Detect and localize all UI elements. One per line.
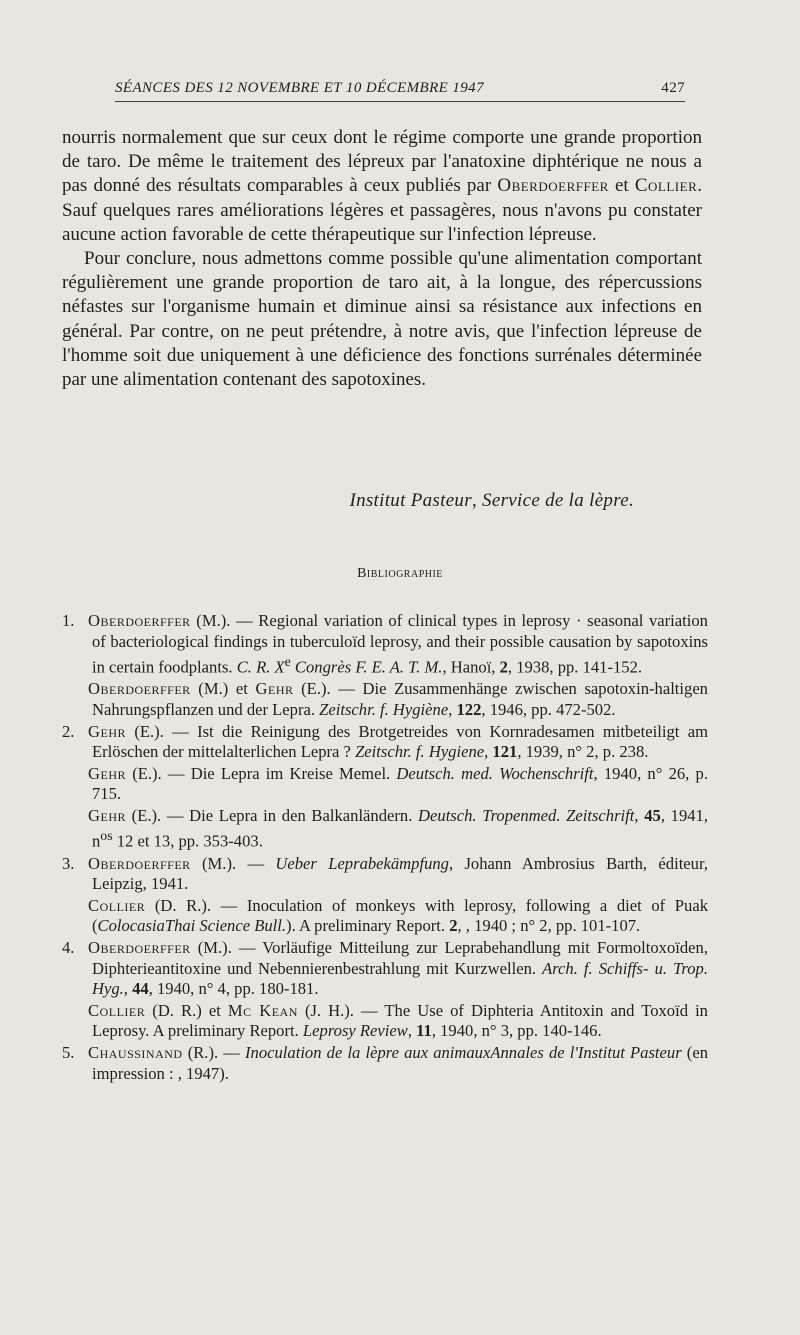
entry-title: — Inoculation of monkeys with leprosy, following a diet of Puak ( [92,895,708,936]
entry-author: Gehr [88,805,126,825]
entry-details: ). A preliminary Report. [286,916,450,936]
entry-volume: 121 [492,742,518,762]
entry-author-initials: (R.). [182,1042,219,1062]
entry-author-initials: (M.). [190,853,237,873]
entry-volume: 2 [449,916,458,936]
entry-author: Oberdoerffer [88,679,191,699]
entry-title: — Vorläufige Mitteilung zur Leprabehandlung mit Formoltoxoïden, Diphterieantitoxine und Nebennierenbestrahlung mit Kurzwellen. [92,937,708,978]
entry-volume: 122 [456,699,482,719]
entry-superscript: os [100,828,113,844]
entry-author-initials: (M.). [190,937,232,957]
entry-details: , [484,742,493,762]
entry-author: Mc Kean [227,1000,298,1020]
entry-author: Oberdoerffer [88,853,191,873]
entry-title: — The Use of Diphteria Antitoxin and Toxoïd in Leprosy. A preliminary Report. [92,1000,708,1041]
entry-details: , [457,916,466,936]
entry-author-initials: (E.). [293,679,331,699]
entry-details: , 1938, pp. 141-152. [507,657,643,677]
entry-number: 3. [62,853,75,873]
entry-source: Deutsch. med. Wochenschrift [396,763,594,783]
entry-details: , [123,979,133,999]
entry-details: , [634,805,645,825]
entry-source: Leprosy Review [302,1021,408,1041]
entry-details: , 1947). [177,1063,229,1083]
entry-source: Inoculation de la lèpre aux animaux [245,1042,491,1062]
entry-source: C. R. X [236,657,285,677]
entry-source: Arch. f. Schiffs- u. Trop. Hyg. [92,958,708,999]
entry-number: 1. [62,611,75,630]
entry-superscript: e [284,654,291,670]
entry-number: 4. [62,937,75,957]
entry-source: Zeitschr. f. Hygiene [355,742,485,762]
entry-details: , 1940, n° 26, p. 715. [92,763,708,804]
entry-details: (en impression : [92,1042,708,1083]
entry-details: , 1940 ; n° 2, pp. 101-107. [465,916,641,936]
bibliography-entry [62,806,708,853]
entry-details: , [448,699,457,719]
entry-author: Collier [88,895,146,915]
entry-title: — Die Lepra in den Balkanländern. [161,805,419,825]
entry-title: — Die Zusammenhänge zwischen sapotoxin-haltigen Nahrungspflanzen und der Lepra. [92,679,708,719]
signature-service: Service de la lèpre. [482,490,634,511]
entry-author-initials: (D. R.). [145,895,212,915]
bibliography-title: Bibliographie [357,566,443,581]
entry-source: Annales de l'Institut Pasteur [490,1042,682,1062]
entry-details: , Johann Ambrosius Barth, éditeur, Leipzig, 1941. [92,853,708,894]
bibliography-entry [62,854,708,895]
entry-number: 2. [62,721,75,741]
bibliography-entry [62,938,708,1000]
bibliography-entry [62,764,708,805]
entry-author: Oberdoerffer [88,937,191,957]
entry-title: — [218,1042,246,1062]
bibliography-entry [62,679,708,720]
running-header [115,80,685,97]
entry-source: Deutsch. Tropenmed. Zeitschrift [418,805,635,825]
entry-title: — [236,853,276,873]
header-rule [115,101,685,102]
entry-volume: 45 [644,805,661,825]
bibliography-entry [62,722,708,763]
bibliography-entry [62,1043,708,1084]
main-text [62,126,702,392]
signature [62,490,634,512]
entry-details: , 1941, n [92,805,709,851]
paragraph-1 [62,126,702,247]
author-name: Oberdoerffer [497,175,609,197]
entry-details: , 1939, n° 2, p. 238. [517,742,649,762]
entry-author: Gehr [255,679,294,699]
entry-number: 5. [62,1042,75,1062]
p1-text-b: et [608,175,635,197]
entry-title: — Regional variation of clinical types in leprosy · seasonal variation of bacteriological findings in tuberculoïd leprosy, and their possible causation by sapotoxins in certain foodplants. [92,611,708,677]
entry-title: — Die Lepra im Kreise Memel. [161,763,397,783]
signature-sep: , [471,490,483,511]
entry-volume: 11 [416,1021,432,1041]
bibliography-entry [62,1001,708,1042]
entry-author: Collier [88,1000,146,1020]
bibliography-entry [62,611,708,678]
entry-author: Gehr [88,763,126,783]
entry-details: , [407,1021,417,1041]
entry-author-initials: (E.). [125,763,162,783]
entry-author-initials: (E.). [125,721,164,741]
entry-source: Zeitschr. f. Hygiène [319,699,449,719]
bibliography-entry [62,896,708,937]
entry-details: , Hanoï, [442,657,500,677]
entry-author-initials: (M.) et [190,679,256,699]
entry-details: , 1940, n° 4, pp. 180-181. [148,979,319,999]
entry-details: , 1946, pp. 472-502. [481,699,616,719]
entry-author-initials: (D. R.) et [145,1000,228,1020]
p1-text-a: nourris normalement que sur ceux dont le régime comporte une grande proportion de taro. De même le traitement des lépreux par l'anatoxine diphtérique ne nous a pas donné des résultats comparables à ceux publiés par [62,127,702,197]
running-title: SÉANCES DES 12 NOVEMBRE ET 10 DÉCEMBRE 1947 [115,80,484,96]
entry-source: Colocasia [97,916,165,936]
entry-author-initials: (E.). [125,805,162,825]
signature-institute: Institut Pasteur [349,490,472,511]
entry-volume: 44 [132,979,149,999]
entry-title: — Ist die Reinigung des Brotgetreides von Kornradesamen mitbeteiligt am Erlöschen der mittelalterlichen Lepra ? [92,721,708,762]
entry-volume: 2 [499,657,508,677]
entry-source: Thai Science Bull. [164,916,287,936]
entry-details: 12 et 13, pp. 353-403. [112,832,263,851]
p1-text-c: . Sauf quelques rares améliorations légères et passagères, nous n'avons pu constater aucune action favorable de cette thérapeutique sur l'infection lépreuse. [62,175,702,245]
bibliography-list [62,611,708,1085]
entry-source: Congrès F. E. A. T. M. [290,657,443,677]
entry-author-initials: (M.). [190,611,231,630]
entry-author: Oberdoerffer [88,611,191,630]
paragraph-2: Pour conclure, nous admettons comme possible qu'une alimentation comportant régulièrement une grande proportion de taro ait, à la longue, des répercussions néfastes sur l'organisme humain et diminue ainsi sa résistance aux infections en général. Par contre, on ne peut prétendre, à notre avis, que l'infection lépreuse de l'homme soit due uniquement à une déficience des fonctions surrénales déterminée par une alimentation contenant des sapotoxines. [62,248,702,391]
page-number: 427 [661,80,685,96]
entry-source: Ueber Leprabekämpfung [275,853,449,873]
entry-author: Chaussinand [88,1042,183,1062]
author-name: Collier [634,175,698,197]
entry-details: , 1940, n° 3, pp. 140-146. [431,1021,602,1041]
entry-author-initials: (J. H.). [297,1000,354,1020]
entry-author: Gehr [88,721,126,741]
